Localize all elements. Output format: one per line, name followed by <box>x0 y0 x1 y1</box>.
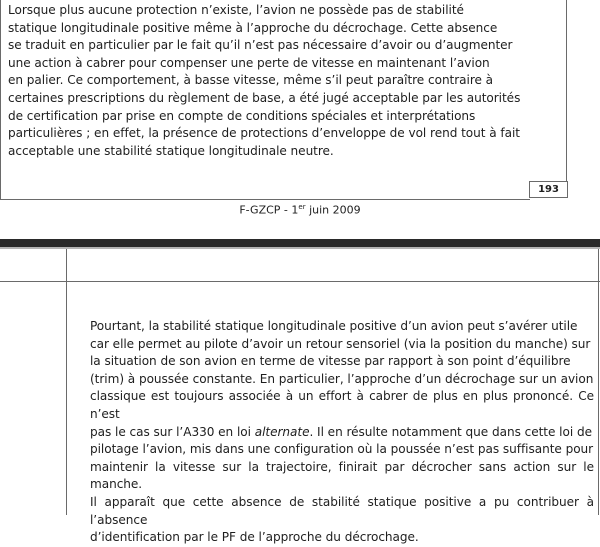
text-line: Il apparaît que cette absence de stabilité statique positive a pu contribuer à l’absence <box>90 494 594 527</box>
text-line: classique est toujours associée à un effort à cabrer de plus en plus prononcé. Ce n’est <box>90 389 594 421</box>
text-line: particulières ; en effet, la présence de protections d’enveloppe de vol rend tout à fait <box>8 126 520 141</box>
footer-superscript: er <box>298 203 306 211</box>
text-line: (trim) à poussée constante. En particulier, l’approche d’un décrochage sur un avion <box>90 371 594 386</box>
text-line: d’identification par le PF de l’approche du décrochage. <box>90 530 419 545</box>
page-divider <box>0 239 600 247</box>
page2-right-margin-line <box>598 249 599 515</box>
text-segment: pas le cas sur l’A330 en loi <box>90 424 255 439</box>
text-line: en palier. Ce comportement, à basse vitesse, même s’il peut paraître contraire à <box>8 73 494 88</box>
italic-term: alternate <box>254 424 310 439</box>
text-segment: . Il en résulte notamment que dans cette loi de <box>309 424 592 439</box>
text-line: Pourtant, la stabilité statique longitudinale positive d’un avion peut s’avérer utile <box>90 319 578 333</box>
page-footer <box>0 203 600 217</box>
page-number: 193 <box>538 184 559 195</box>
text-line-with-italic <box>90 424 594 442</box>
page1-bottom-rule <box>0 199 530 200</box>
page-number-box <box>529 181 568 198</box>
text-line: acceptable une stabilité statique longitudinale neutre. <box>8 143 334 158</box>
text-line: se traduit en particulier par le fait qu’il n’est pas nécessaire d’avoir ou d’augmenter <box>8 38 513 53</box>
page2-paragraph <box>90 318 594 547</box>
text-line: car elle permet au pilote d’avoir un retour sensoriel (via la position du manche) sur <box>90 336 591 351</box>
page1-left-border <box>0 0 1 200</box>
page1-paragraph <box>8 2 561 160</box>
text-line: maintenir la vitesse sur la trajectoire, finirait par décrocher sans action sur le manche. <box>90 459 594 492</box>
page-divider-shadow <box>0 247 600 249</box>
footer-suffix: juin 2009 <box>305 203 361 217</box>
page2-left-margin-line <box>66 249 67 515</box>
page2-header-rule <box>0 281 600 282</box>
text-line: pilotage l’avion, mis dans une configuration où la poussée n’est pas suffisante pour <box>90 442 594 457</box>
text-line: une action à cabrer pour compenser une perte de vitesse en maintenant l’avion <box>8 55 490 70</box>
page1-right-border <box>566 0 567 182</box>
footer-prefix: F-GZCP - 1 <box>239 203 299 217</box>
text-line: statique longitudinale positive même à l’approche du décrochage. Cette absence <box>8 20 498 35</box>
text-line: de certification par prise en compte de conditions spéciales et interprétations <box>8 108 476 123</box>
text-line: certaines prescriptions du règlement de base, a été jugé acceptable par les autorités <box>8 90 521 105</box>
text-line: la situation de son avion en terme de vitesse par rapport à son point d’équilibre <box>90 354 571 369</box>
text-line: Lorsque plus aucune protection n’existe, l’avion ne possède pas de stabilité <box>8 3 464 17</box>
